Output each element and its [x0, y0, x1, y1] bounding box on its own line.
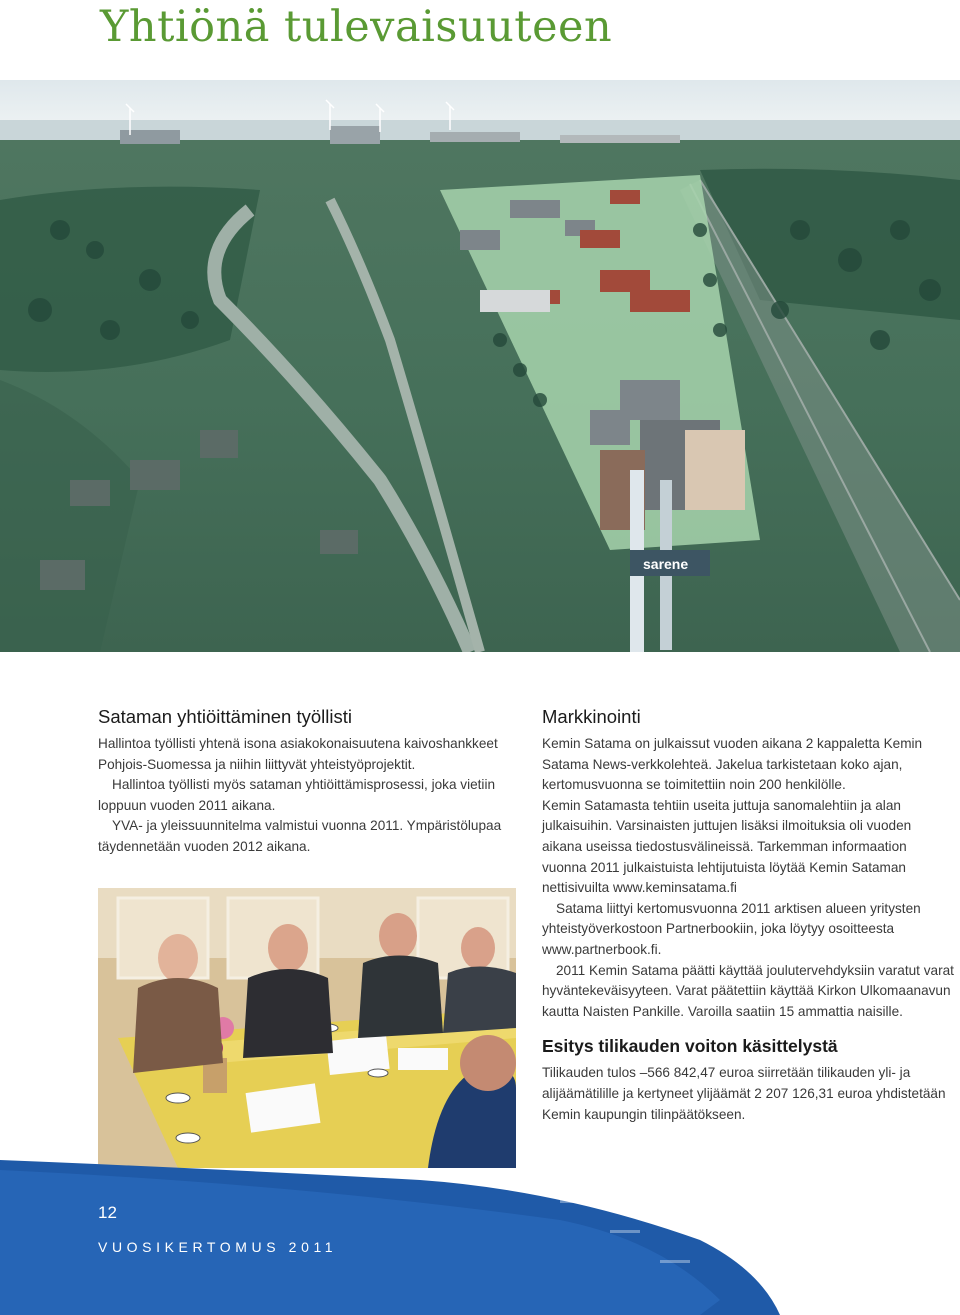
paragraph-3: YVA- ja yleissuunnitelma valmistui vuonna 2011. Ympäristölupaa täydennetään vuoden 2012 aikana. — [98, 818, 502, 854]
marketing-paragraph-2: Kemin Satamasta tehtiin useita juttuja sanomalehtiin ja alan julkaisuihin. Varsinaisten juttujen lisäksi ilmoituksia oli vuoden aikana useissa tiedostusvälineissä. Tarkemman informaation vuonna 2011 julkaistuista lehtijutuista löytää Kemin Sataman nettisivuilta www.keminsatama.fi — [542, 797, 912, 896]
sign-label: sarene — [643, 556, 689, 572]
footer-brush-band — [0, 1160, 960, 1315]
heading-profit-allocation: Esitys tilikauden voiton käsittelystä — [542, 1036, 838, 1057]
page-number: 12 — [98, 1203, 117, 1222]
paragraph-1: Hallintoa työllisti yhtenä isona asiakokonaisuutena kaivoshankkeet Pohjois-Suomessa ja niihin liittyvät yhteistyöprojektit. — [98, 736, 498, 772]
marketing-paragraph-1: Kemin Satama on julkaissut vuoden aikana 2 kappaletta Kemin Satama News-verkkolehteä. Jakelua tarkistetaan koko ajan, kertomusvuonna se toimitettiin noin 200 henkilölle. — [542, 736, 923, 793]
page-title: Yhtiönä tulevaisuuteen — [100, 2, 613, 52]
marketing-paragraph-3: Satama liittyi kertomusvuonna 2011 arktisen alueen yritysten yhteistyöverkostoon Partnerbookiin, joka löytyy osoitteesta www.partnerbook.fi. — [542, 900, 921, 957]
heading-incorporation: Sataman yhtiöittäminen työllisti — [98, 706, 352, 727]
profit-paragraph: Tilikauden tulos –566 842,47 euroa siirretään tilikauden yli- ja alijäämätilille ja kertyneet ylijäämät 2 207 126,31 euroa yhdistetään Kemin kaupungin tilinpäätökseen. — [542, 1065, 946, 1122]
left-column — [98, 706, 518, 858]
marketing-paragraph-4: 2011 Kemin Satama päätti käyttää joulutervehdyksiin varatut varat hyväntekeväisyyteen. Varat päätettiin käyttää Kirkon Ulkomaanavun kautta Naisten Pankille. Varoilla saatiin 15 ammattia naisille. — [542, 962, 954, 1019]
annual-report-label: VUOSIKERTOMUS 2011 — [98, 1239, 338, 1255]
meeting-photo — [98, 888, 516, 1168]
right-column — [542, 706, 954, 1125]
heading-marketing: Markkinointi — [542, 706, 641, 727]
aerial-rendering-image — [0, 80, 960, 652]
paragraph-2: Hallintoa työllisti myös sataman yhtiöittämisprosessi, joka vietiin loppuun vuoden 2011 aikana. — [98, 777, 496, 813]
